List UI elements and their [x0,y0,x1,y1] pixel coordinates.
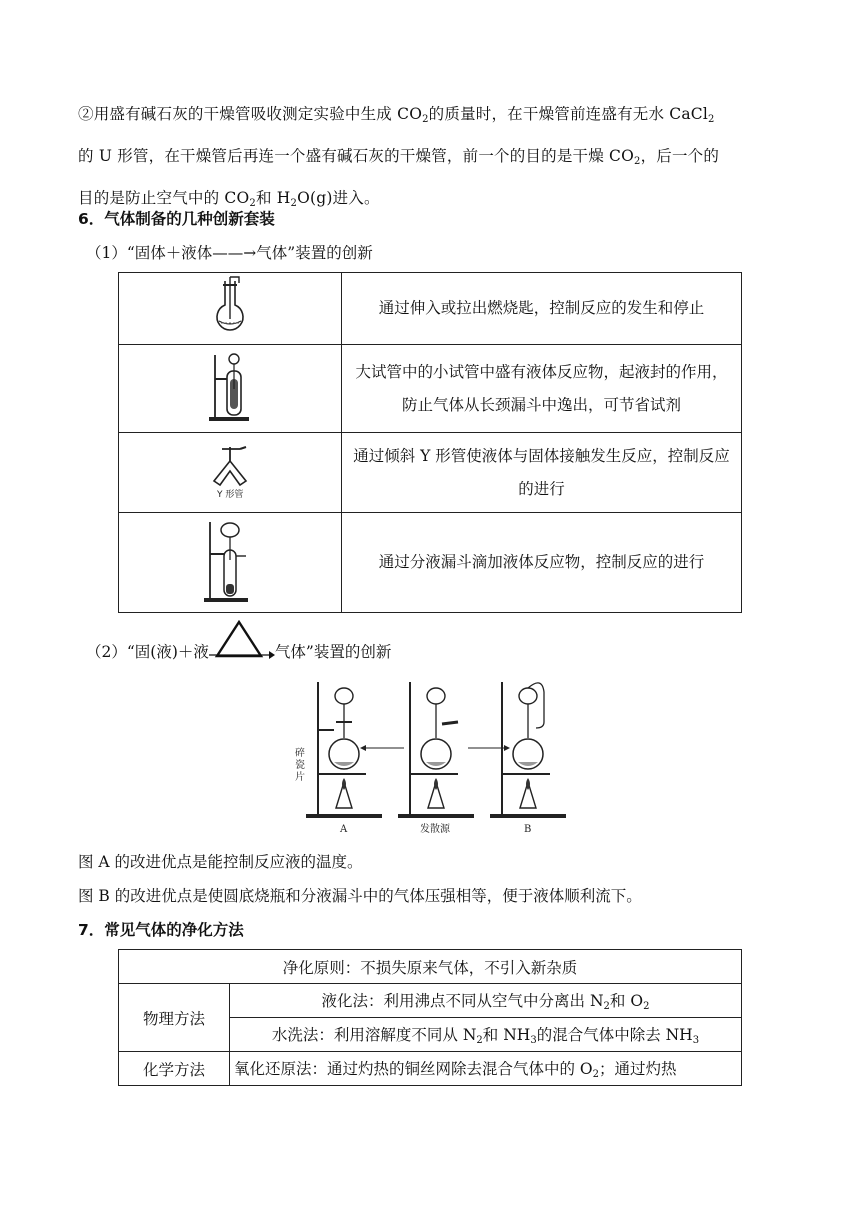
apparatus-description: 通过伸入或拉出燃烧匙，控制反应的发生和停止 [342,273,742,345]
section-7-title: 7．常见气体的净化方法 [78,921,244,939]
section-6-sub2: （2）“固(液)＋液 气体”装置的创新 [86,640,391,662]
y-tube-caption: Y 形管 [217,489,244,499]
table-row [119,1052,742,1086]
apparatus-b [490,682,566,818]
apparatus-description: 通过分液漏斗滴加液体反应物，控制反应的进行 [342,513,742,613]
side-label-char-2: 瓷 [295,760,305,771]
redox-cell: 氧化还原法：通过灼热的铜丝网除去混合气体中的 $O_2$；通过灼热 [230,1052,742,1086]
water-wash-cell: 水洗法：利用溶解度不同从 $N_2$和 $NH_3$的混合气体中除去 $NH_3$ [230,1018,742,1052]
intro-line-1: ②用盛有碱石灰的干燥管吸收测定实验中生成 $CO_2$的质量时，在干燥管前连盛有无水 CaCl$_2$ [78,105,715,125]
apparatus-a [306,682,382,818]
flask-with-spoon-icon [205,275,255,339]
heat-arrow-icon [209,642,275,660]
side-label [295,746,305,783]
apparatus-source [398,682,474,818]
liquefaction-cell: 液化法：利用沸点不同从空气中分离出 $N_2$和 $O_2$ [230,984,742,1018]
apparatus-cell [119,433,342,513]
intro-line-2: 的 U 形管，在干燥管后再连一个盛有碱石灰的干燥管，前一个的目的是干燥 $CO_2$，后一个的 [78,147,720,167]
principle-cell: 净化原则：不损失原来气体，不引入新杂质 [119,950,742,984]
intro-line-3: 目的是防止空气中的 $CO_2$和 $H_2O(g)$进入。 [78,189,380,209]
purification-table [118,949,742,1086]
label-source: 发散源 [420,824,450,835]
intro-paragraph [78,96,778,222]
table-row [119,273,742,345]
table-row [119,433,742,513]
section-6-sub1: （1）“固体＋液体——→气体”装置的创新 [86,244,373,262]
side-label-char-3: 片 [295,772,305,783]
section-6-title: 6．气体制备的几种创新套装 [78,210,275,228]
separatory-funnel-tube-icon [200,516,260,606]
apparatus-cell [119,345,342,433]
apparatus-cell [119,513,342,613]
apparatus-table [118,272,742,613]
table-row [119,950,742,984]
table-row [119,513,742,613]
table-row [119,984,742,1018]
apparatus-cell [119,273,342,345]
side-label-char-1: 碎 [295,748,305,759]
test-tube-in-tube-icon [205,349,255,425]
label-b: B [524,824,532,835]
apparatus-description: 大试管中的小试管中盛有液体反应物，起液封的作用，防止气体从长颈漏斗中逸出，可节省试剂 [342,345,742,433]
note-a: 图 A 的改进优点是能控制反应液的温度。 [78,853,363,871]
note-b: 图 B 的改进优点是使圆底烧瓶和分液漏斗中的气体压强相等，便于液体顺利流下。 [78,887,642,905]
physical-method-cell: 物理方法 [119,984,230,1052]
apparatus-description: 通过倾斜 Y 形管使液体与固体接触发生反应，控制反应的进行 [342,433,742,513]
chemical-method-cell: 化学方法 [119,1052,230,1086]
y-tube-icon [200,443,260,499]
label-a: A [340,824,348,835]
heating-apparatus-figure [292,678,570,838]
table-row [119,345,742,433]
